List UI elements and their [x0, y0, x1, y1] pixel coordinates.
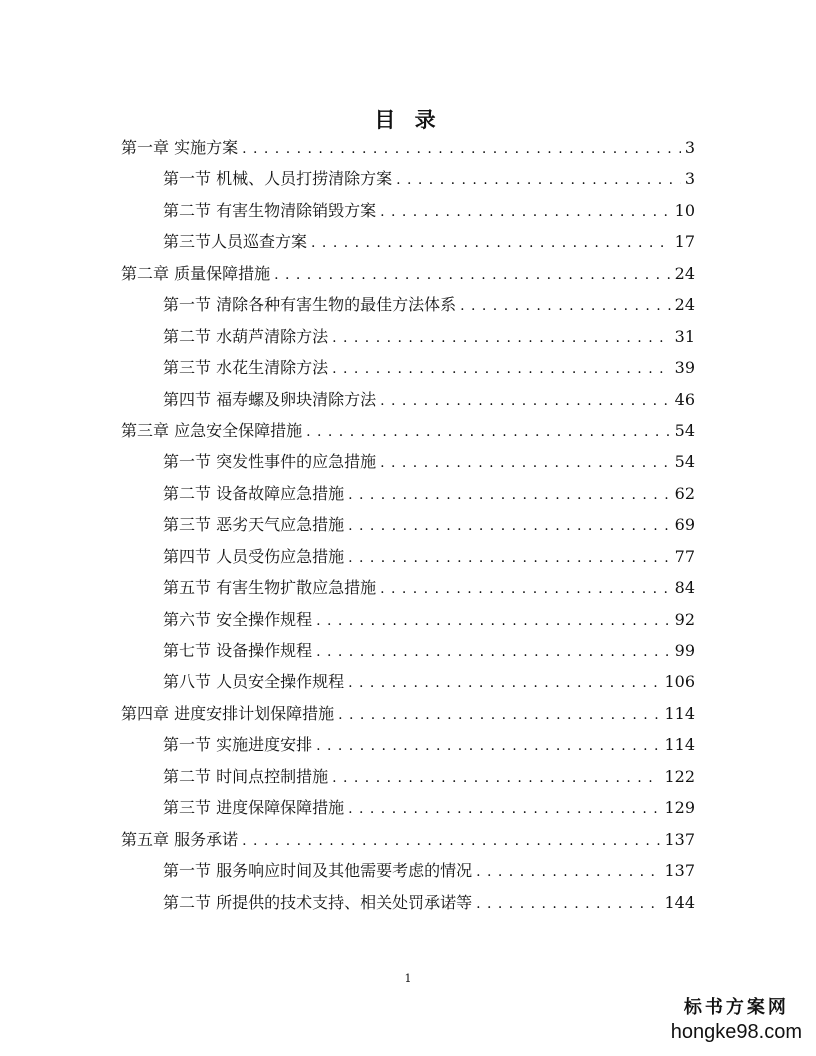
toc-entry-page: 84 [674, 578, 695, 598]
toc-entry-page: 137 [664, 861, 695, 881]
toc-section-entry[interactable] [121, 761, 695, 792]
toc-entry-label: 第四节 人员受伤应急措施 [163, 546, 345, 566]
toc-entry-page: 69 [674, 515, 695, 535]
toc-entry-label: 第一节 清除各种有害生物的最佳方法体系 [163, 295, 457, 315]
toc-section-entry[interactable] [121, 226, 695, 257]
toc-dot-leader [332, 352, 671, 385]
toc-entry-page: 144 [664, 892, 695, 912]
toc-section-entry[interactable] [121, 635, 695, 666]
toc-section-entry[interactable] [121, 604, 695, 635]
toc-entry-label: 第五章 服务承诺 [121, 829, 239, 849]
toc-entry-page: 99 [674, 641, 695, 660]
toc-section-entry[interactable] [121, 509, 695, 540]
toc-section-entry[interactable] [121, 289, 695, 320]
toc-dot-leader [348, 478, 671, 511]
toc-entry-label: 第二节 水葫芦清除方法 [163, 326, 329, 346]
toc-entry-label: 第三节人员巡查方案 [163, 232, 308, 252]
toc-dot-leader [380, 446, 671, 479]
toc-entry-page: 106 [664, 672, 695, 692]
toc-entry-label: 第八节 人员安全操作规程 [163, 672, 345, 692]
toc-entry-label: 第五节 有害生物扩散应急措施 [163, 578, 377, 598]
toc-section-entry[interactable] [121, 666, 695, 697]
toc-entry-page: 24 [674, 263, 695, 283]
toc-entry-page: 46 [674, 389, 695, 409]
toc-section-entry[interactable] [121, 887, 695, 918]
watermark [671, 993, 802, 1044]
toc-entry-label: 第二节 时间点控制措施 [163, 766, 329, 786]
toc-entry-label: 第三章 应急安全保障措施 [121, 420, 303, 440]
toc-entry-label: 第一节 实施进度安排 [163, 735, 313, 755]
toc-dot-leader [476, 887, 660, 920]
toc-dot-leader [396, 163, 681, 196]
toc-dot-leader [348, 666, 660, 699]
toc-entry-label: 第三节 水花生清除方法 [163, 358, 329, 378]
toc-entry-label: 第二章 质量保障措施 [121, 263, 271, 283]
toc-dot-leader [348, 541, 671, 574]
toc-chapter-entry[interactable] [121, 698, 695, 729]
toc-section-entry[interactable] [121, 541, 695, 572]
toc-dot-leader [380, 195, 671, 228]
toc-entry-page: 3 [684, 169, 695, 189]
toc-dot-leader [332, 321, 671, 354]
toc-section-entry[interactable] [121, 384, 695, 415]
toc-entry-label: 第四节 福寿螺及卵块清除方法 [163, 389, 377, 409]
toc-entry-page: 62 [674, 483, 695, 503]
toc-entry-page: 10 [674, 200, 695, 220]
toc-entry-page: 17 [674, 232, 695, 252]
toc-entry-page: 39 [674, 358, 695, 378]
toc-dot-leader [338, 698, 660, 731]
toc-entry-label: 第一章 实施方案 [121, 138, 239, 157]
toc-title: 目 录 [374, 107, 442, 132]
toc-entry-label: 第一节 突发性事件的应急措施 [163, 452, 377, 472]
toc-entry-page: 129 [664, 798, 695, 818]
toc-section-entry[interactable] [121, 163, 695, 194]
toc-entry-label: 第一节 服务响应时间及其他需要考虑的情况 [163, 861, 473, 881]
toc-dot-leader [316, 604, 671, 637]
toc-entry-page: 31 [674, 326, 695, 346]
toc-dot-leader [274, 258, 671, 291]
toc-section-entry[interactable] [121, 792, 695, 823]
toc-dot-leader [242, 824, 660, 857]
toc-entry-page: 24 [674, 295, 695, 315]
toc-entry-label: 第二节 设备故障应急措施 [163, 483, 345, 503]
toc-section-entry[interactable] [121, 446, 695, 477]
toc-entry-page: 54 [674, 420, 695, 440]
toc-entry-label: 第三节 恶劣天气应急措施 [163, 515, 345, 535]
toc-dot-leader [311, 226, 671, 259]
toc-dot-leader [242, 132, 681, 165]
toc-section-entry[interactable] [121, 855, 695, 886]
toc-dot-leader [348, 509, 671, 542]
toc-entry-label: 第六节 安全操作规程 [163, 609, 313, 629]
toc-entry-label: 第二节 所提供的技术支持、相关处罚承诺等 [163, 892, 473, 912]
toc-dot-leader [306, 415, 671, 448]
table-of-contents [121, 132, 695, 918]
toc-entry-label: 第七节 设备操作规程 [163, 641, 313, 660]
toc-entry-label: 第一节 机械、人员打捞清除方案 [163, 169, 393, 189]
toc-dot-leader [380, 384, 671, 417]
toc-dot-leader [316, 635, 671, 668]
watermark-url: hongke98.com [670, 1021, 802, 1043]
toc-chapter-entry[interactable] [121, 415, 695, 446]
toc-entry-page: 122 [664, 766, 695, 786]
toc-chapter-entry[interactable] [121, 258, 695, 289]
toc-dot-leader [460, 289, 671, 322]
page-number: 1 [404, 972, 412, 985]
toc-entry-page: 114 [664, 735, 695, 755]
toc-entry-label: 第四章 进度安排计划保障措施 [121, 703, 335, 723]
toc-entry-page: 137 [664, 829, 695, 849]
toc-section-entry[interactable] [121, 478, 695, 509]
toc-entry-label: 第三节 进度保障保障措施 [163, 798, 345, 818]
toc-chapter-entry[interactable] [121, 824, 695, 855]
toc-entry-page: 54 [674, 452, 695, 472]
toc-section-entry[interactable] [121, 572, 695, 603]
toc-section-entry[interactable] [121, 321, 695, 352]
toc-entry-page: 114 [664, 703, 695, 723]
toc-dot-leader [348, 792, 660, 825]
toc-section-entry[interactable] [121, 352, 695, 383]
toc-dot-leader [380, 572, 671, 605]
toc-entry-page: 92 [674, 609, 695, 629]
toc-entry-page: 77 [674, 546, 695, 566]
toc-dot-leader [476, 855, 660, 888]
toc-section-entry[interactable] [121, 729, 695, 760]
toc-entry-label: 第二节 有害生物清除销毁方案 [163, 200, 377, 220]
toc-section-entry[interactable] [121, 195, 695, 226]
toc-chapter-entry[interactable] [121, 132, 695, 163]
toc-dot-leader [332, 761, 660, 794]
toc-dot-leader [316, 729, 660, 762]
watermark-name: 标书方案网 [683, 997, 789, 1018]
toc-entry-page: 3 [684, 138, 695, 157]
